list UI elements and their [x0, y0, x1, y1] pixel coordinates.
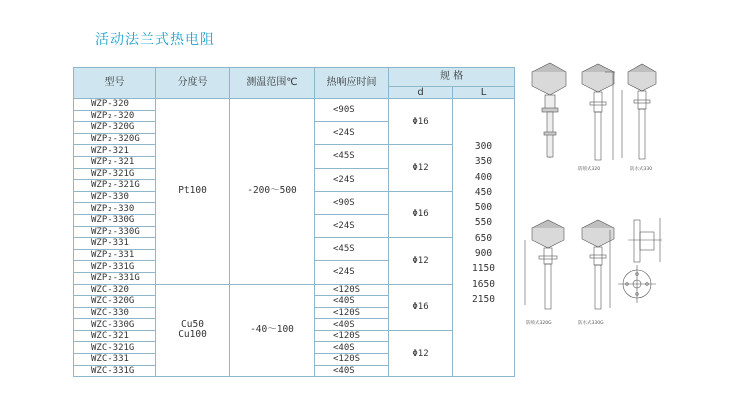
sensor-drawing-2 [582, 64, 615, 160]
response-cell: <90S [315, 99, 389, 122]
response-cell: <40S [315, 342, 389, 354]
model-cell: WZC-330 [74, 307, 156, 319]
model-cell: WZC-320 [74, 284, 156, 296]
response-cell: <40S [315, 296, 389, 308]
range-cu: -40～100 [230, 284, 315, 377]
model-cell: WZC-330G [74, 319, 156, 331]
flange-side-drawing [628, 218, 662, 262]
model-cell: WZP-321 [74, 145, 156, 157]
sensor-drawing-4 [525, 220, 564, 309]
diameter-cell: Φ16 [389, 99, 453, 145]
model-cell: WZP₂-331G [74, 272, 156, 284]
model-cell: WZP₂-330G [74, 226, 156, 238]
model-cell: WZP₂-321 [74, 156, 156, 168]
flange-top-drawing [618, 265, 656, 303]
header-model: 型号 [74, 68, 156, 99]
length-value: 1650 [472, 278, 495, 290]
sensor-drawing-5 [582, 220, 614, 309]
model-cell: WZP-330 [74, 191, 156, 203]
length-value: 450 [474, 186, 493, 198]
model-cell: WZP-320G [74, 122, 156, 134]
caption-3: 防喷式320G [526, 321, 552, 326]
length-value: 1150 [472, 263, 495, 275]
division-cu: Cu50 Cu100 [156, 284, 230, 377]
response-cell: <24S [315, 261, 389, 284]
model-cell: WZC-321G [74, 342, 156, 354]
header-spec: 规 格 [389, 68, 515, 87]
model-cell: WZC-320G [74, 296, 156, 308]
header-division: 分度号 [156, 68, 230, 99]
length-value: 2150 [472, 293, 495, 305]
response-cell: <24S [315, 168, 389, 191]
table-row [74, 99, 515, 111]
response-cell: <120S [315, 307, 389, 319]
header-d: d [389, 87, 453, 99]
response-cell: <120S [315, 330, 389, 342]
response-cell: <45S [315, 238, 389, 261]
model-cell: WZP₂-321G [74, 180, 156, 192]
model-cell: WZP₂-320G [74, 133, 156, 145]
response-cell: <24S [315, 122, 389, 145]
length-value: 350 [474, 156, 493, 168]
length-value: 550 [474, 217, 493, 229]
diameter-cell: Φ16 [389, 191, 453, 237]
model-cell: WZC-331 [74, 354, 156, 366]
spec-table [73, 67, 515, 377]
length-values [453, 99, 515, 377]
length-value: 400 [474, 171, 493, 183]
model-cell: WZP-320 [74, 99, 156, 111]
length-value: 300 [474, 141, 493, 152]
model-cell: WZP₂-331 [74, 249, 156, 261]
sensor-drawing-1 [532, 63, 566, 158]
table-row [74, 284, 515, 296]
length-value: 500 [474, 202, 493, 214]
model-cell: WZP₂-320 [74, 110, 156, 122]
model-cell: WZP-331G [74, 261, 156, 273]
response-cell: <45S [315, 145, 389, 168]
diameter-cell: Φ12 [389, 330, 453, 376]
length-value: 900 [474, 248, 493, 260]
response-cell: <24S [315, 214, 389, 237]
caption-4: 防水式330G [578, 321, 604, 326]
product-illustrations [510, 50, 745, 340]
model-cell: WZC-331G [74, 365, 156, 377]
range-pt: -200～500 [230, 99, 315, 285]
response-cell: <40S [315, 365, 389, 377]
model-cell: WZP-331 [74, 238, 156, 250]
caption-2: 防水式330 [630, 167, 653, 172]
sensor-drawing-3 [622, 64, 656, 159]
page-title: 活动法兰式热电阻 [95, 32, 215, 48]
response-cell: <120S [315, 354, 389, 366]
length-value: 650 [474, 232, 493, 244]
model-cell: WZP-321G [74, 168, 156, 180]
header-response: 热响应时间 [315, 68, 389, 99]
header-range: 测温范围℃ [230, 68, 315, 99]
diameter-cell: Φ16 [389, 284, 453, 330]
response-cell: <120S [315, 284, 389, 296]
division-pt: Pt100 [156, 99, 230, 285]
response-cell: <40S [315, 319, 389, 331]
diameter-cell: Φ12 [389, 238, 453, 284]
model-cell: WZP-330G [74, 214, 156, 226]
response-cell: <90S [315, 191, 389, 214]
model-cell: WZC-321 [74, 330, 156, 342]
header-L: L [453, 87, 515, 99]
diameter-cell: Φ12 [389, 145, 453, 191]
caption-1: 防喷式320 [578, 167, 601, 172]
model-cell: WZP₂-330 [74, 203, 156, 215]
